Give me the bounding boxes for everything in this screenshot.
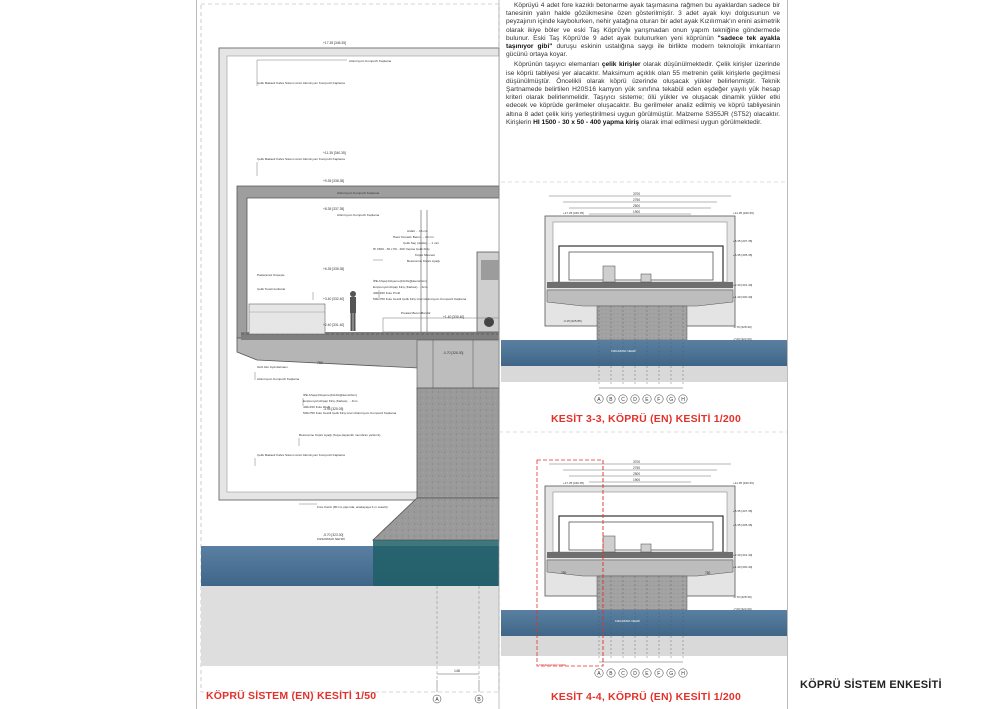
- elev-main-3: +9.35 [338.35]: [323, 179, 345, 183]
- paragraph-1-text: Köprüyü 4 adet fore kazıklı betonarme ayak taşımasına rağmen bu ayaklardan sadece bir tanesinin yalın halde gözükmesine özen gösterilmiştir. 3 adet ayak kıyı dolgusunun ve peyzajının içinde kaybolurken, nehir yatağına oturan bir adet ayak Kızılırmak'ın enini asimetrik olarak ikiye böler ve eski Taş Köprü'yle yarışmadan onun yapım tekniğine göndermede bulunur. Eski Taş Köprü'de 9 adet ayak bulunurken yeni köprünün: [506, 2, 780, 42]
- elev-33-4: +6.35 [335.35]: [733, 253, 753, 257]
- axis-label-D: D: [633, 396, 637, 403]
- dim-2500-b: 2500: [633, 472, 641, 476]
- axis-bubbles-main: [433, 695, 483, 703]
- dim-2500-a: 2500: [633, 204, 641, 208]
- axis-label-A: A: [597, 670, 601, 677]
- label-gizli: Gizli Alın Aydınlatması: [257, 365, 288, 369]
- elev-main-10: -3.95 [325.05]: [323, 407, 344, 411]
- paragraph-2-prefix: Köprünün taşıyıcı elemanları: [514, 61, 602, 69]
- elev-main-9: -0.70 [328.30]: [443, 351, 464, 355]
- label-kompozit-inner: Alüminyum Kompozit Kaplama: [337, 213, 380, 217]
- elev-main-8: +1.40 [330.40]: [443, 315, 465, 319]
- axis-bubbles-3-3: [595, 395, 687, 403]
- label-ipe: İPE Ahşap Döşeme(10x0x@ikensi3cm): [373, 279, 428, 283]
- label-celik-sac: Çelik Saç (oluklu) ... 1 mm: [403, 241, 440, 245]
- title-kesit-3-3: KESİT 3-3, KÖPRÜ (EN) KESİTİ 1/200: [551, 413, 742, 425]
- elev-main-11: -5.70 [323.30]: [323, 533, 344, 537]
- paragraph-1-suffix: duruşu eskinin ustalığına saygı ile birlikte modern teknolojik imkanların gücünü ortaya koyar.: [506, 43, 780, 59]
- axis-label-G: G: [669, 396, 674, 403]
- axis-label-H: H: [681, 396, 685, 403]
- dim-750-main: 750: [317, 361, 323, 365]
- axis-bubbles-4-4: [595, 669, 687, 677]
- label-prekast: Prekast Beton Bordür: [401, 311, 431, 315]
- label-hi-kiris: HI 1500 - 30 x 50 - 400 Yapma Çelik Kiriş: [373, 247, 430, 251]
- axis-label-E: E: [645, 396, 649, 403]
- dim-2750-a: 2750: [633, 198, 641, 202]
- elev-44-3: +8.35 [337.35]: [733, 509, 753, 513]
- truck-illustration: [477, 252, 499, 332]
- elev-33-3: +8.35 [337.35]: [733, 239, 753, 243]
- elev-main-4: +8.35 [337.35]: [323, 207, 345, 211]
- label-kizilirmak-33: KIZILIRMAK NEHRİ: [611, 349, 637, 353]
- dim-3700-b: 3700: [633, 460, 641, 464]
- label-kafes-2: Çelik Makaslı Kafes Sistem üzeri Alüminyum Kompozit Kaplama: [257, 157, 345, 161]
- paragraph-2-mid: olarak düşünülmektedir. Çelik kirişler üzerinde ise köprü tabliyesi yer alacaktır. Maksimum açıklık olan 55 metrenin çelik kirişlerle geçilmesi düşünülmüştür. Öncelikli olarak köprü üzerinde oluşacak yükler belirlenmiştir. Teknik Şartnamede belirtilen H20S16 kamyon yük sınıfına tekabül eden eşdeğer yayılı yük hesap kriteri olarak belirlenmelidir. Taşıyıcı sisteme; ölü yükler ve oluşacak dinamik yükler etki edecek ve köprüde gerilmeler oluşacaktır. Bu gerilmeler analiz edilmiş ve köprü tabliyesinin altına 8 adet çelik kiriş yerleştirilmesi uygun görülmüştür. Malzeme S355JR (ST52) olacaktır. Kirişlerin: [506, 61, 780, 126]
- label-kizilirmak: KIZILIRMAK NEHRİ: [317, 537, 345, 541]
- dim-1900-a: 1900: [633, 210, 641, 214]
- elev-33-7: -0.70 [328.30]: [733, 325, 752, 329]
- dim-1900-b: 1900: [633, 478, 641, 482]
- elev-44-6: +1.40 [330.40]: [733, 565, 753, 569]
- elev-44-2: +11.35 [340.35]: [733, 481, 754, 485]
- label-paslanmaz: Paslanmaz Küpeşte: [257, 273, 285, 277]
- label-kompozit-low: Alüminyum Kompozit Kaplama: [257, 377, 300, 381]
- elev-44-8: -7.00 [322.00]: [733, 607, 752, 611]
- label-kutu-400: 400x150 Kutu Profil: [373, 291, 401, 295]
- title-main-section: KÖPRÜ SİSTEM (EN) KESİTİ 1/50: [206, 690, 377, 702]
- kesit-3-3-drawing: [501, 182, 787, 403]
- label-kizilirmak-44: KIZILIRMAK NEHRİ: [615, 619, 641, 623]
- label-kompozit-top: Alüminyum Kompozit Kaplama: [349, 59, 392, 63]
- label-betonarme-kopru: Betonarme Köprü Ayağı (Suya dayanıklı membran yalıtımlı): [299, 433, 381, 437]
- elev-main-1: +17.35 [346.35]: [323, 41, 347, 45]
- dim-148-main: 148: [454, 669, 460, 673]
- label-kafes-1: Çelik Makaslı Kafes Sistem üzeri Alüminyum Kompozit Kaplama: [257, 81, 345, 85]
- axis-label-F: F: [657, 670, 661, 677]
- elev-33-9: -3.15 [325.85]: [563, 319, 582, 323]
- side-title: KÖPRÜ SİSTEM ENKESİTİ: [800, 679, 942, 691]
- elev-33-6: +1.40 [330.40]: [733, 295, 753, 299]
- dim-2750-b: 2750: [633, 466, 641, 470]
- paragraph-2-bold: çelik kirişler: [601, 61, 641, 69]
- dim-750-44a: 750: [561, 571, 567, 575]
- elev-main-5: +6.35 [335.35]: [323, 267, 345, 271]
- elev-main-7: +2.40 [331.40]: [323, 323, 345, 327]
- axis-label-H: H: [681, 670, 685, 677]
- label-emprenye-2: Emprenyeli Ahşap Kiriş (Karkas) ... 3cm: [303, 399, 358, 403]
- elev-33-2: +11.35 [340.35]: [733, 211, 754, 215]
- dim-750-44b: 750: [705, 571, 711, 575]
- paragraph-2-suffix: olarak imal edilmesi uygun görülmektedir.: [639, 118, 762, 126]
- dim-3700-a: 3700: [633, 192, 641, 196]
- elev-44-7: -0.70 [328.30]: [733, 595, 752, 599]
- elev-main-6: +3.40 [332.40]: [323, 297, 345, 301]
- paragraph-2: [506, 61, 780, 127]
- label-asfalt: Asfalt ... 15 cm: [407, 229, 428, 233]
- main-section-1-50: [201, 4, 499, 703]
- kesit-4-4-drawing: [501, 460, 787, 677]
- elev-main-2: +11.35 [340.35]: [323, 151, 346, 155]
- axis-label-C: C: [621, 396, 625, 403]
- paragraph-1: [506, 2, 780, 59]
- label-kafes-3: Çelik Makaslı Kafes Sistem üzeri Alüminyum Kompozit Kaplama: [257, 453, 345, 457]
- axis-label-B: B: [609, 670, 613, 677]
- label-hasir: Hasır Donatılı Beton ... 20 cm: [393, 235, 434, 239]
- elev-44-4: +6.35 [335.35]: [733, 523, 753, 527]
- label-sistem-kesit: SİSTEM KESİTİ SINIRI: [539, 664, 566, 667]
- label-celik-tel: Çelik Teneli korkuluk: [257, 287, 286, 291]
- axis-label-B: B: [609, 396, 613, 403]
- axis-label-G: G: [669, 670, 674, 677]
- label-kompozit-mid: Alüminyum Kompozit Kaplama: [337, 191, 380, 195]
- axis-label-A: A: [597, 396, 601, 403]
- label-kutu-500: 500x750 Kutu Kesitli Çelik Kiriş üzeri Alüminyum Kompozit Kaplama: [373, 297, 467, 301]
- elev-44-5: +2.40 [331.40]: [733, 553, 753, 557]
- paragraph-1-bold: "sadece tek ayakla taşınıyor gibi": [506, 34, 781, 51]
- axis-label-D: D: [633, 670, 637, 677]
- paragraph-2-bold2: HI 1500 - 30 x 50 - 400 yapma kiriş: [533, 118, 640, 126]
- axis-label-E: E: [645, 670, 649, 677]
- elev-33-1: +17.35 [346.35]: [563, 211, 584, 215]
- axis-label-C: C: [621, 670, 625, 677]
- elev-44-1: +17.35 [346.35]: [563, 481, 584, 485]
- axis-label-F: F: [657, 396, 661, 403]
- label-kutu-500-2: 500x750 Kutu Kesitli Çelik Kiriş üzeri Alüminyum Kompozit Kaplama: [303, 411, 397, 415]
- elev-33-8: -7.00 [322.00]: [733, 337, 752, 341]
- label-emprenye: Emprenyeli Ahşap Kiriş (Karkas) ... 3cm: [373, 285, 428, 289]
- label-ipe-2: İPE Ahşap Döşeme(10x0x@ikensi3cm): [303, 393, 358, 397]
- axis-label-A: A: [435, 697, 439, 703]
- label-kutu-400-2: 400x150 Kutu Profil: [303, 405, 331, 409]
- label-betonarme-ayak: Betonarme Köprü Ayağı: [407, 259, 440, 263]
- label-kopru-mesnet: Köprü Mesneti: [415, 253, 435, 257]
- axis-label-B: B: [477, 697, 481, 703]
- description-text: [506, 2, 780, 129]
- title-kesit-4-4: KESİT 4-4, KÖPRÜ (EN) KESİTİ 1/200: [551, 691, 742, 703]
- label-fore: Fore Kazık (80 cm çapında, anakayaya 3 m soketli): [317, 505, 388, 509]
- elev-33-5: +2.40 [331.40]: [733, 283, 753, 287]
